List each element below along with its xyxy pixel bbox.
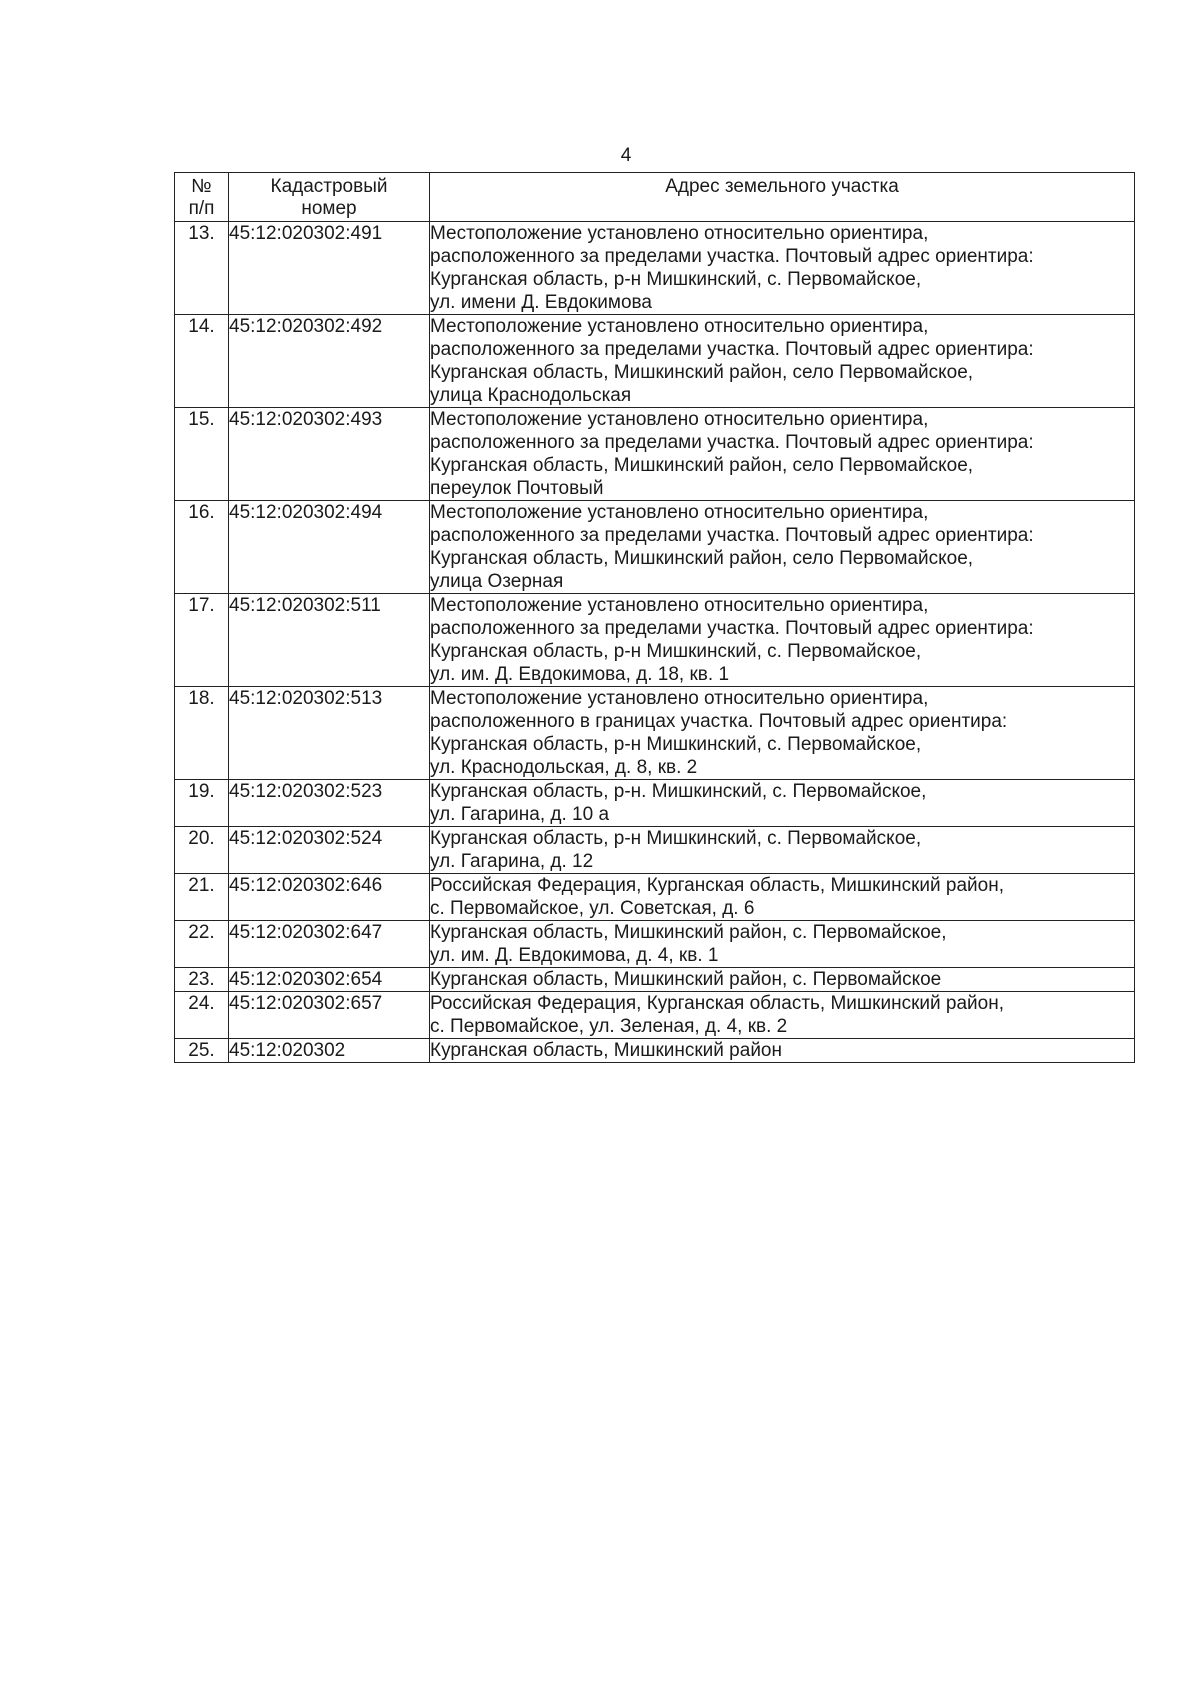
cadastral-number: 45:12:020302 <box>229 1039 430 1063</box>
cadastral-number: 45:12:020302:491 <box>229 222 430 315</box>
row-number: 18. <box>175 687 229 780</box>
table-body <box>175 222 1135 1063</box>
header-cadastral <box>229 173 430 222</box>
cadastral-number: 45:12:020302:657 <box>229 992 430 1039</box>
address-line: Местоположение установлено относительно ориентира, <box>430 688 929 709</box>
cadastral-number: 45:12:020302:524 <box>229 827 430 874</box>
table-row <box>175 315 1135 408</box>
row-number: 15. <box>175 408 229 501</box>
address-line: Местоположение установлено относительно ориентира, <box>430 316 929 337</box>
header-row <box>175 173 1135 222</box>
address-line: Российская Федерация, Курганская область, Мишкинский район, <box>430 875 1004 896</box>
address-line: ул. им. Д. Евдокимова, д. 4, кв. 1 <box>430 945 719 966</box>
address-line: Курганская область, р-н Мишкинский, с. Первомайское, <box>430 734 922 755</box>
address-line: Курганская область, Мишкинский район <box>430 1040 782 1061</box>
address-line: ул. имени Д. Евдокимова <box>430 292 652 313</box>
table-row <box>175 992 1135 1039</box>
plot-address <box>430 827 1135 874</box>
address-line: расположенного за пределами участка. Почтовый адрес ориентира: <box>430 246 1034 267</box>
cadastral-number: 45:12:020302:654 <box>229 968 430 992</box>
address-line: ул. им. Д. Евдокимова, д. 18, кв. 1 <box>430 664 730 685</box>
row-number: 22. <box>175 921 229 968</box>
plot-address <box>430 315 1135 408</box>
row-number: 16. <box>175 501 229 594</box>
plot-address <box>430 874 1135 921</box>
address-line: улица Озерная <box>430 571 564 592</box>
row-number: 17. <box>175 594 229 687</box>
table-row <box>175 827 1135 874</box>
address-line: расположенного в границах участка. Почтовый адрес ориентира: <box>430 711 1008 732</box>
table-row <box>175 408 1135 501</box>
address-line: ул. Гагарина, д. 12 <box>430 851 594 872</box>
plot-address <box>430 687 1135 780</box>
row-number: 14. <box>175 315 229 408</box>
table-row <box>175 687 1135 780</box>
address-line: Курганская область, р-н Мишкинский, с. Первомайское, <box>430 269 922 290</box>
table-row <box>175 594 1135 687</box>
row-number: 25. <box>175 1039 229 1063</box>
plot-address <box>430 780 1135 827</box>
address-line: с. Первомайское, ул. Зеленая, д. 4, кв. 2 <box>430 1016 788 1037</box>
cadastral-number: 45:12:020302:513 <box>229 687 430 780</box>
address-line: расположенного за пределами участка. Почтовый адрес ориентира: <box>430 618 1034 639</box>
address-line: Местоположение установлено относительно ориентира, <box>430 502 929 523</box>
address-line: Курганская область, Мишкинский район, с. Первомайское, <box>430 922 947 943</box>
row-number: 24. <box>175 992 229 1039</box>
row-number: 21. <box>175 874 229 921</box>
row-number: 13. <box>175 222 229 315</box>
address-line: Местоположение установлено относительно ориентира, <box>430 595 929 616</box>
address-line: с. Первомайское, ул. Советская, д. 6 <box>430 898 755 919</box>
cadastral-number: 45:12:020302:511 <box>229 594 430 687</box>
row-number: 20. <box>175 827 229 874</box>
address-line: переулок Почтовый <box>430 478 604 499</box>
table-row <box>175 968 1135 992</box>
table-row <box>175 780 1135 827</box>
cadastral-number: 45:12:020302:647 <box>229 921 430 968</box>
address-line: Курганская область, Мишкинский район, село Первомайское, <box>430 455 974 476</box>
address-line: Местоположение установлено относительно ориентира, <box>430 409 929 430</box>
table-row <box>175 501 1135 594</box>
address-line: Курганская область, р-н. Мишкинский, с. Первомайское, <box>430 781 927 802</box>
table-row <box>175 1039 1135 1063</box>
address-line: Курганская область, р-н Мишкинский, с. Первомайское, <box>430 641 922 662</box>
cadastral-number: 45:12:020302:492 <box>229 315 430 408</box>
cadastral-number: 45:12:020302:523 <box>229 780 430 827</box>
address-line: расположенного за пределами участка. Почтовый адрес ориентира: <box>430 339 1034 360</box>
table-row <box>175 874 1135 921</box>
header-cadastral-line1: Кадастровый <box>270 176 388 197</box>
address-line: ул. Гагарина, д. 10 а <box>430 804 610 825</box>
row-number: 23. <box>175 968 229 992</box>
address-line: расположенного за пределами участка. Почтовый адрес ориентира: <box>430 525 1034 546</box>
plot-address <box>430 1039 1135 1063</box>
address-line: ул. Краснодольская, д. 8, кв. 2 <box>430 757 698 778</box>
cadastral-number: 45:12:020302:493 <box>229 408 430 501</box>
plot-address <box>430 501 1135 594</box>
address-line: Курганская область, р-н Мишкинский, с. Первомайское, <box>430 828 922 849</box>
plot-address <box>430 408 1135 501</box>
header-cadastral-line2: номер <box>301 198 357 219</box>
header-address <box>430 173 1135 222</box>
page-number: 4 <box>620 145 632 166</box>
plot-address <box>430 968 1135 992</box>
header-number <box>175 173 229 222</box>
cadastral-number: 45:12:020302:646 <box>229 874 430 921</box>
plot-address <box>430 992 1135 1039</box>
plot-address <box>430 222 1135 315</box>
plot-address <box>430 594 1135 687</box>
table-row <box>175 921 1135 968</box>
cadastral-number: 45:12:020302:494 <box>229 501 430 594</box>
table-header <box>175 173 1135 222</box>
address-line: улица Краснодольская <box>430 385 632 406</box>
address-line: Российская Федерация, Курганская область, Мишкинский район, <box>430 993 1004 1014</box>
row-number: 19. <box>175 780 229 827</box>
address-line: расположенного за пределами участка. Почтовый адрес ориентира: <box>430 432 1034 453</box>
address-line: Местоположение установлено относительно ориентира, <box>430 223 929 244</box>
header-number-line2: п/п <box>188 198 215 219</box>
plot-address <box>430 921 1135 968</box>
address-line: Курганская область, Мишкинский район, с. Первомайское <box>430 969 942 990</box>
header-address-label: Адрес земельного участка <box>665 176 899 197</box>
table-row <box>175 222 1135 315</box>
address-line: Курганская область, Мишкинский район, село Первомайское, <box>430 362 974 383</box>
land-plots-table <box>174 172 1135 1063</box>
address-line: Курганская область, Мишкинский район, село Первомайское, <box>430 548 974 569</box>
header-number-line1: № <box>191 176 212 197</box>
